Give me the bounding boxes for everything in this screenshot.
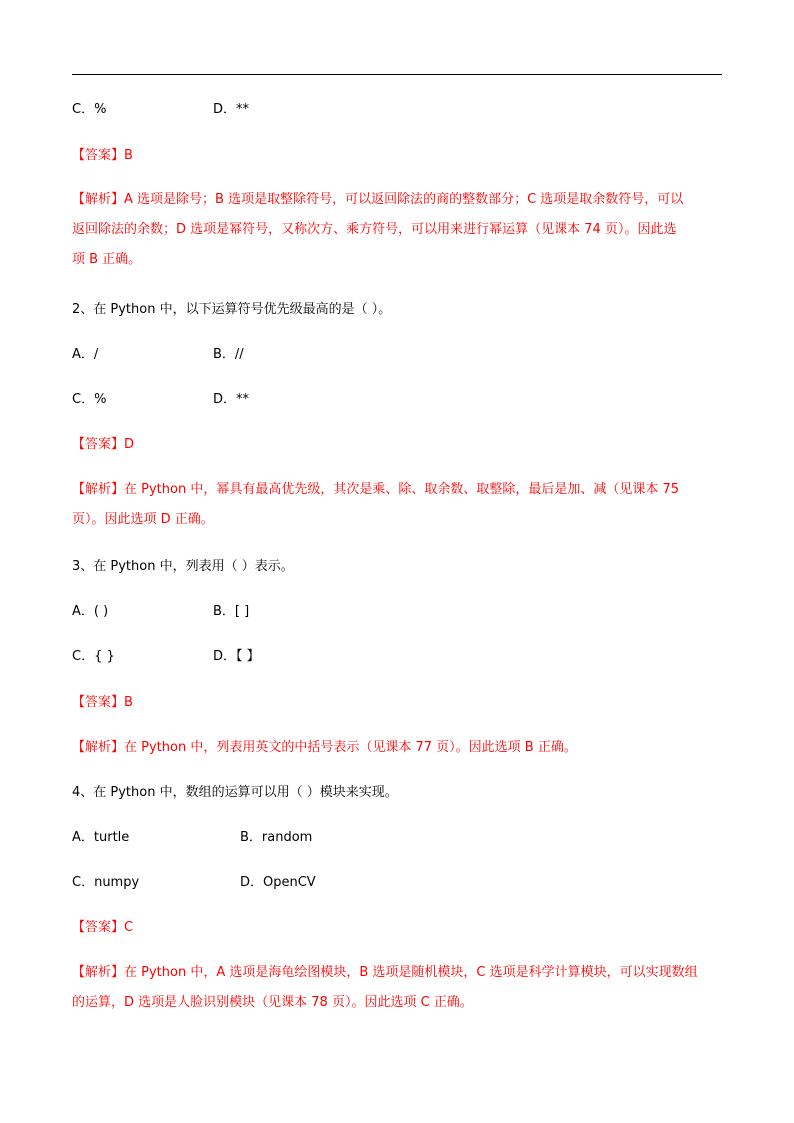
q2-question: 2、在 Python 中，以下运算符号优先级最高的是（ ）。 xyxy=(72,302,392,317)
q4-question: 4、在 Python 中，数组的运算可以用（ ）模块来实现。 xyxy=(72,785,398,800)
q4-analysis-line-2: 的运算，D 选项是人脸识别模块（见课本 78 页）。因此选项 C 正确。 xyxy=(72,995,473,1010)
q3-answer: 【答案】B xyxy=(72,695,133,710)
q4-answer: 【答案】C xyxy=(72,920,134,935)
q3-question: 3、在 Python 中，列表用（ ）表示。 xyxy=(72,559,294,574)
q3-analysis xyxy=(72,733,722,763)
q2-option-a: A．/ xyxy=(72,347,99,362)
q1-option-c: C．% xyxy=(72,102,107,117)
q1-analysis-line-2: 返回除法的余数；D 选项是幂符号，又称次方、乘方符号，可以用来进行幂运算（见课本 74 页）。因此选 xyxy=(72,222,677,237)
q2-analysis xyxy=(72,475,722,535)
q3-analysis-line-1: 【解析】在 Python 中，列表用英文的中括号表示（见课本 77 页）。因此选项 B 正确。 xyxy=(72,740,577,755)
q4-option-a: A．turtle xyxy=(72,830,130,845)
q3-option-c: C．{ } xyxy=(72,649,115,664)
q4-option-c: C．numpy xyxy=(72,875,140,890)
q4-analysis-line-1: 【解析】在 Python 中，A 选项是海龟绘图模块，B 选项是随机模块，C 选项是科学计算模块，可以实现数组 xyxy=(72,965,698,980)
q4-analysis xyxy=(72,958,722,1018)
q2-option-d: D．** xyxy=(213,392,250,407)
q3-option-b: B．[ ] xyxy=(213,604,250,619)
q3-option-d: D．【 】 xyxy=(213,649,260,664)
q2-analysis-line-2: 页）。因此选项 D 正确。 xyxy=(72,512,214,527)
q2-option-c: C．% xyxy=(72,392,107,407)
q3-option-a: A．( ) xyxy=(72,604,109,619)
q2-option-b: B．// xyxy=(213,347,244,362)
q1-answer: 【答案】B xyxy=(72,148,133,163)
q1-analysis-line-3: 项 B 正确。 xyxy=(72,252,142,267)
q4-option-b: B．random xyxy=(240,830,313,845)
q1-analysis xyxy=(72,185,722,275)
header-rule xyxy=(72,74,722,75)
q1-option-d: D．** xyxy=(213,102,250,117)
q4-option-d: D．OpenCV xyxy=(240,875,316,890)
q2-answer: 【答案】D xyxy=(72,437,135,452)
q2-analysis-line-1: 【解析】在 Python 中，幂具有最高优先级，其次是乘、除、取余数、取整除，最后是加、减（见课本 75 xyxy=(72,482,680,497)
q1-analysis-line-1: 【解析】A 选项是除号；B 选项是取整除符号，可以返回除法的商的整数部分；C 选项是取余数符号，可以 xyxy=(72,192,684,207)
